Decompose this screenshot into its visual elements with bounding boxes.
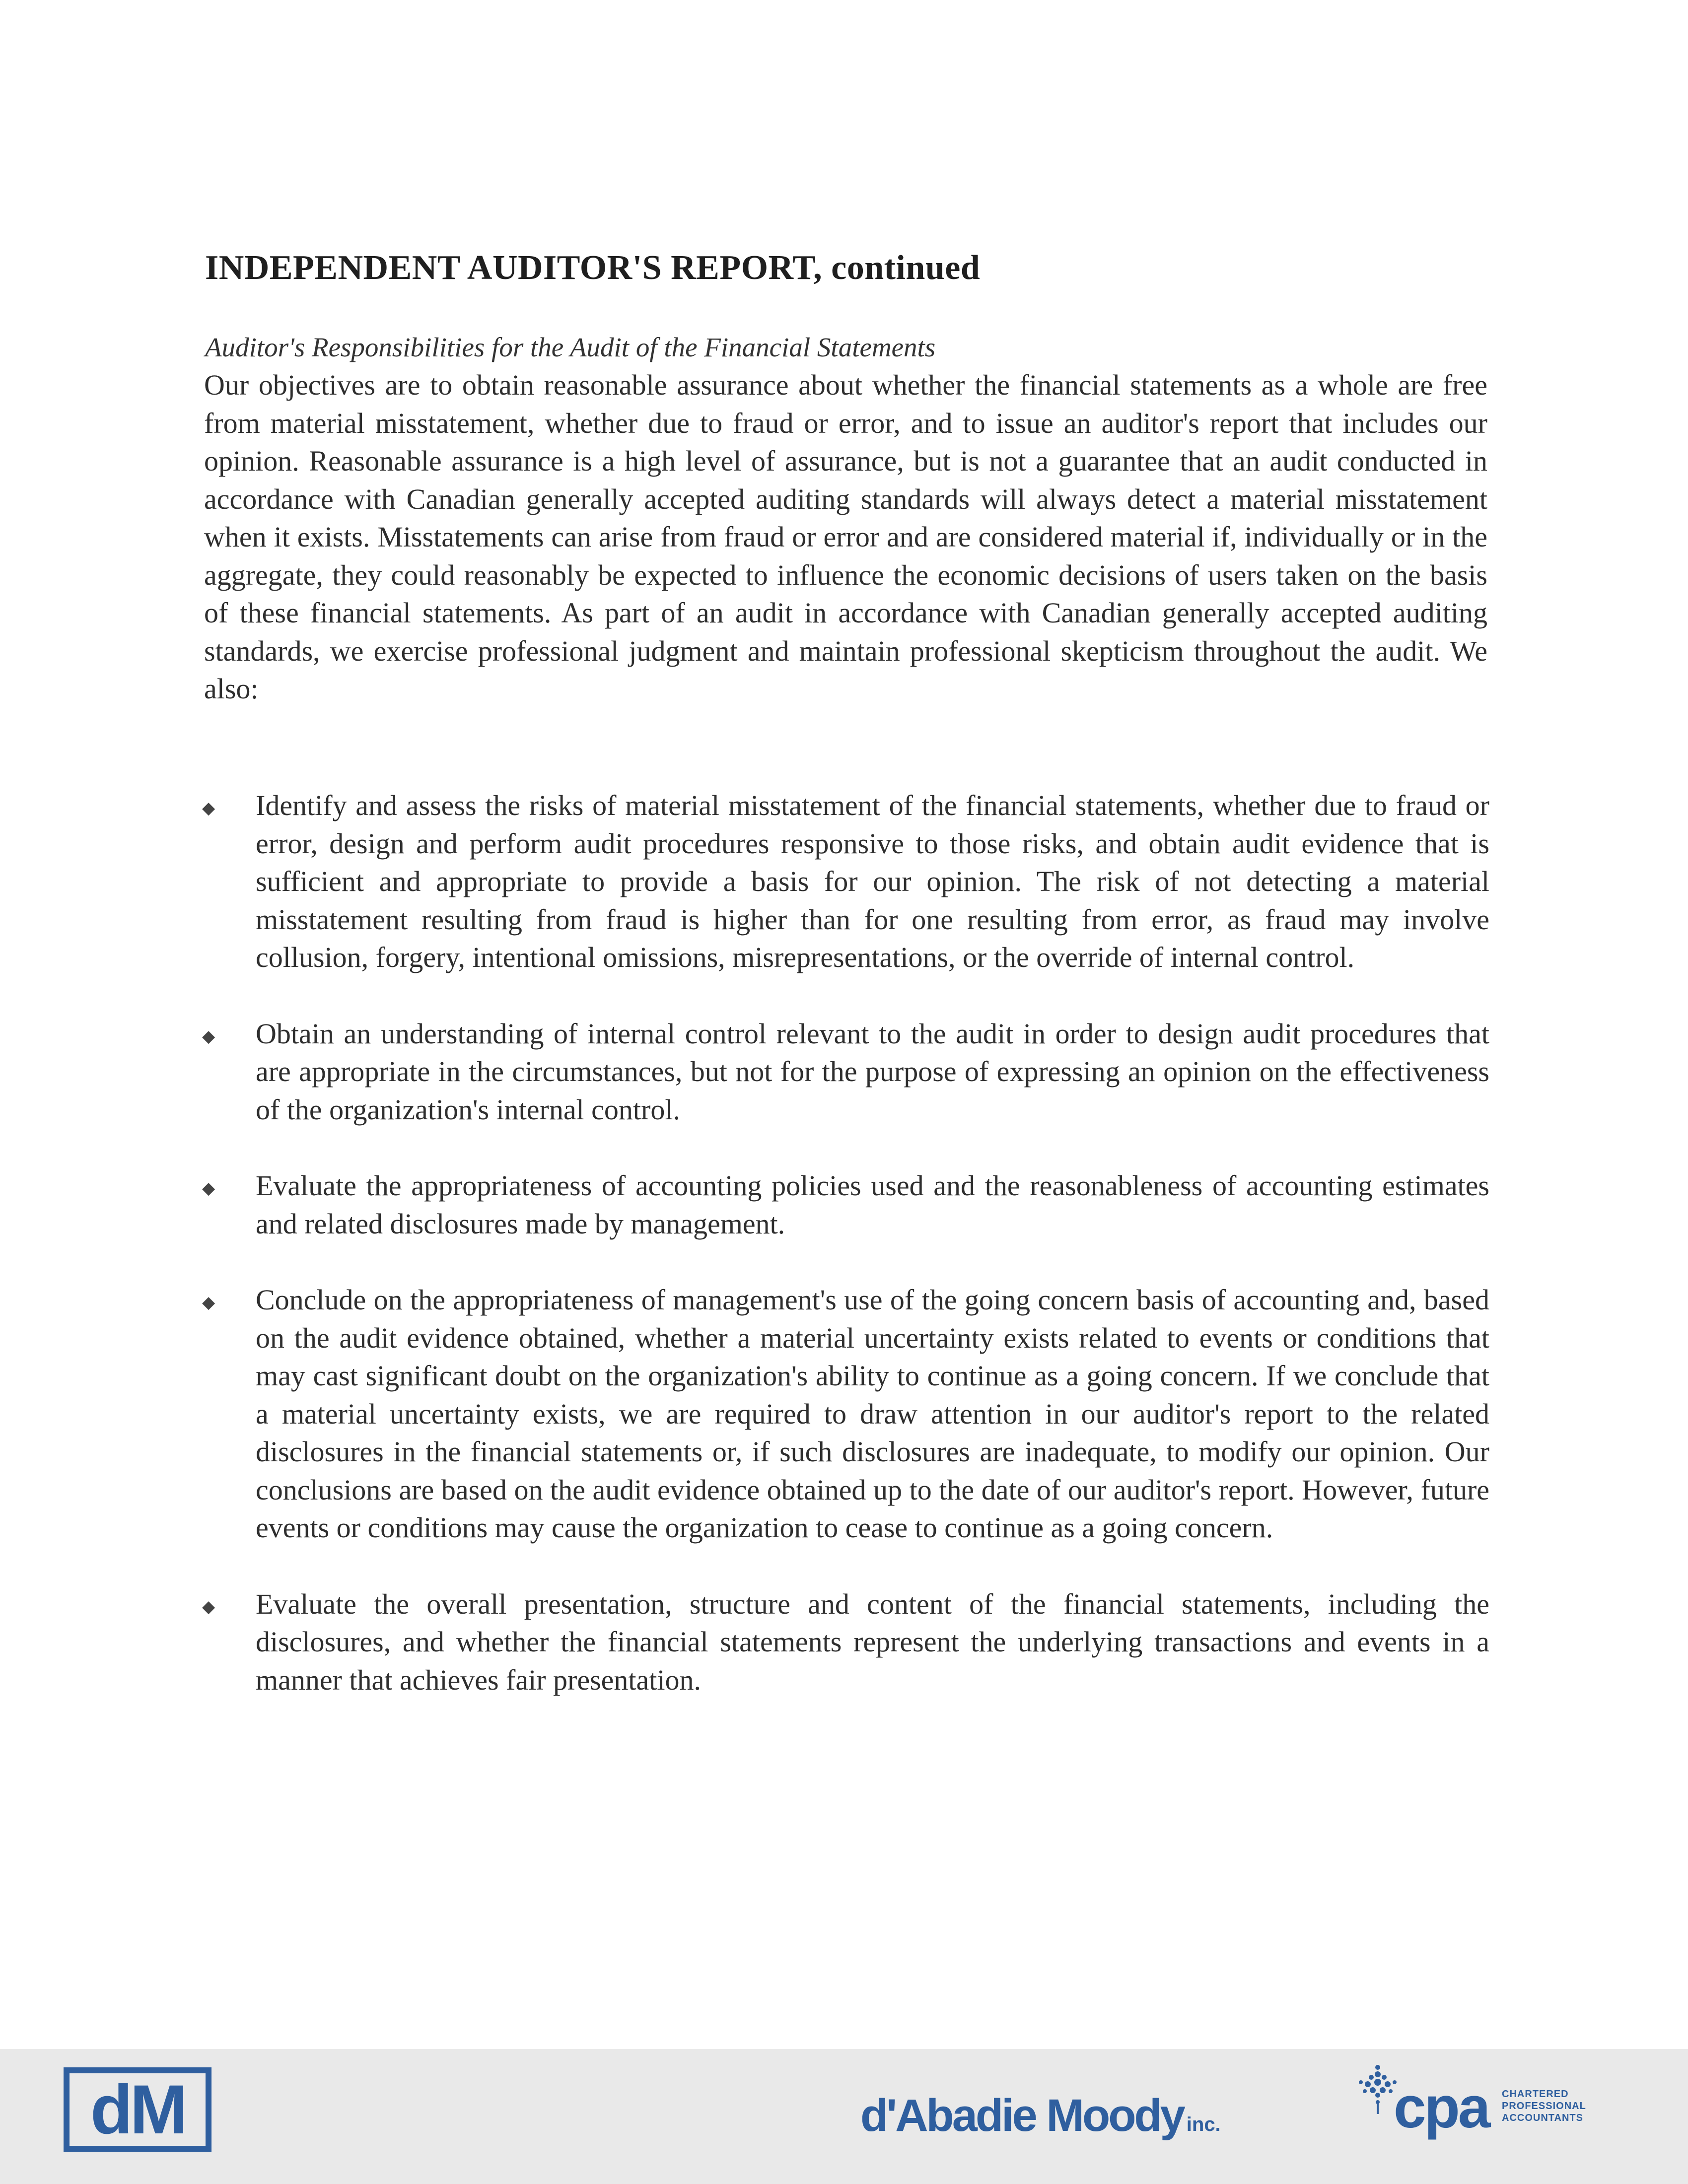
list-item-text: Identify and assess the risks of material misstatement of the financial statements, whether due to fraud or error, design and perform audit procedures responsive to those risks, and obtain audit evidence that is sufficient and appropriate to provide a basis for our opinion. The risk of not detecting a material misstatement resulting from fraud is higher than for one resulting from error, as fraud may involve collusion, forgery, intentional omissions, misrepresentations, or the override of internal control. [256,789,1489,973]
cpa-logo-text: cpa [1394,2075,1489,2140]
firm-suffix: inc. [1186,2114,1221,2135]
dm-logo: dM [64,2067,211,2152]
page-title: INDEPENDENT AUDITOR'S REPORT, continued [205,249,981,287]
cpa-line-2: PROFESSIONAL [1502,2101,1586,2112]
list-item-text: Conclude on the appropriateness of management's use of the going concern basis of accounting and, based on the audit evidence obtained, whether a material uncertainty exists related to events or conditions that may cast significant doubt on the organization's ability to continue as a going concern. If we conclude that a material uncertainty exists, we are required to draw attention in our auditor's report to the related disclosures in the financial statements or, if such disclosures are inadequate, to modify our opinion. Our conclusions are based on the audit evidence obtained up to the date of our auditor's report. However, future events or conditions may cause the organization to cease to continue as a going concern. [256,1284,1489,1544]
cpa-designation [1502,2088,1586,2124]
intro-paragraph: Our objectives are to obtain reasonable assurance about whether the financial statements as a whole are free from material misstatement, whether due to fraud or error, and to issue an auditor's report that includes our opinion. Reasonable assurance is a high level of assurance, but is not a guarantee that an audit conducted in accordance with Canadian generally accepted auditing standards will always detect a material misstatement when it exists. Misstatements can arise from fraud or error and are considered material if, individually or in the aggregate, they could reasonably be expected to influence the economic decisions of users taken on the basis of these financial statements. As part of an audit in accordance with Canadian generally accepted auditing standards, we exercise professional judgment and maintain professional skepticism throughout the audit. We also: [204,369,1487,705]
list-item [196,1281,1489,1547]
list-item [196,1167,1489,1243]
diamond-bullet-icon: ◆ [202,1597,215,1616]
responsibilities-list [196,787,1489,1737]
list-item-text: Obtain an understanding of internal control relevant to the audit in order to design audit procedures that are appropriate in the circumstances, but not for the purpose of expressing an opinion on the effectiveness of the organization's internal control. [256,1017,1489,1126]
diamond-bullet-icon: ◆ [202,1179,215,1198]
firm-name: d'Abadie Moody [860,2090,1184,2141]
list-item [196,787,1489,977]
list-item-text: Evaluate the appropriateness of accounting policies used and the reasonableness of accounting estimates and related disclosures made by management. [256,1169,1489,1240]
firm-name-logo [860,2090,1221,2142]
list-item-text: Evaluate the overall presentation, structure and content of the financial statements, including the disclosures, and whether the financial statements represent the underlying transactions and events in a manner that achieves fair presentation. [256,1587,1489,1696]
list-item [196,1015,1489,1129]
cpa-logo [1348,2062,1606,2147]
cpa-line-3: ACCOUNTANTS [1502,2113,1583,2123]
section-subheading: Auditor's Responsibilities for the Audit of the Financial Statements [205,332,936,362]
diamond-bullet-icon: ◆ [202,1294,215,1312]
diamond-bullet-icon: ◆ [202,1027,215,1046]
list-item [196,1585,1489,1700]
diamond-bullet-icon: ◆ [202,799,215,818]
cpa-line-1: CHARTERED [1502,2089,1569,2100]
